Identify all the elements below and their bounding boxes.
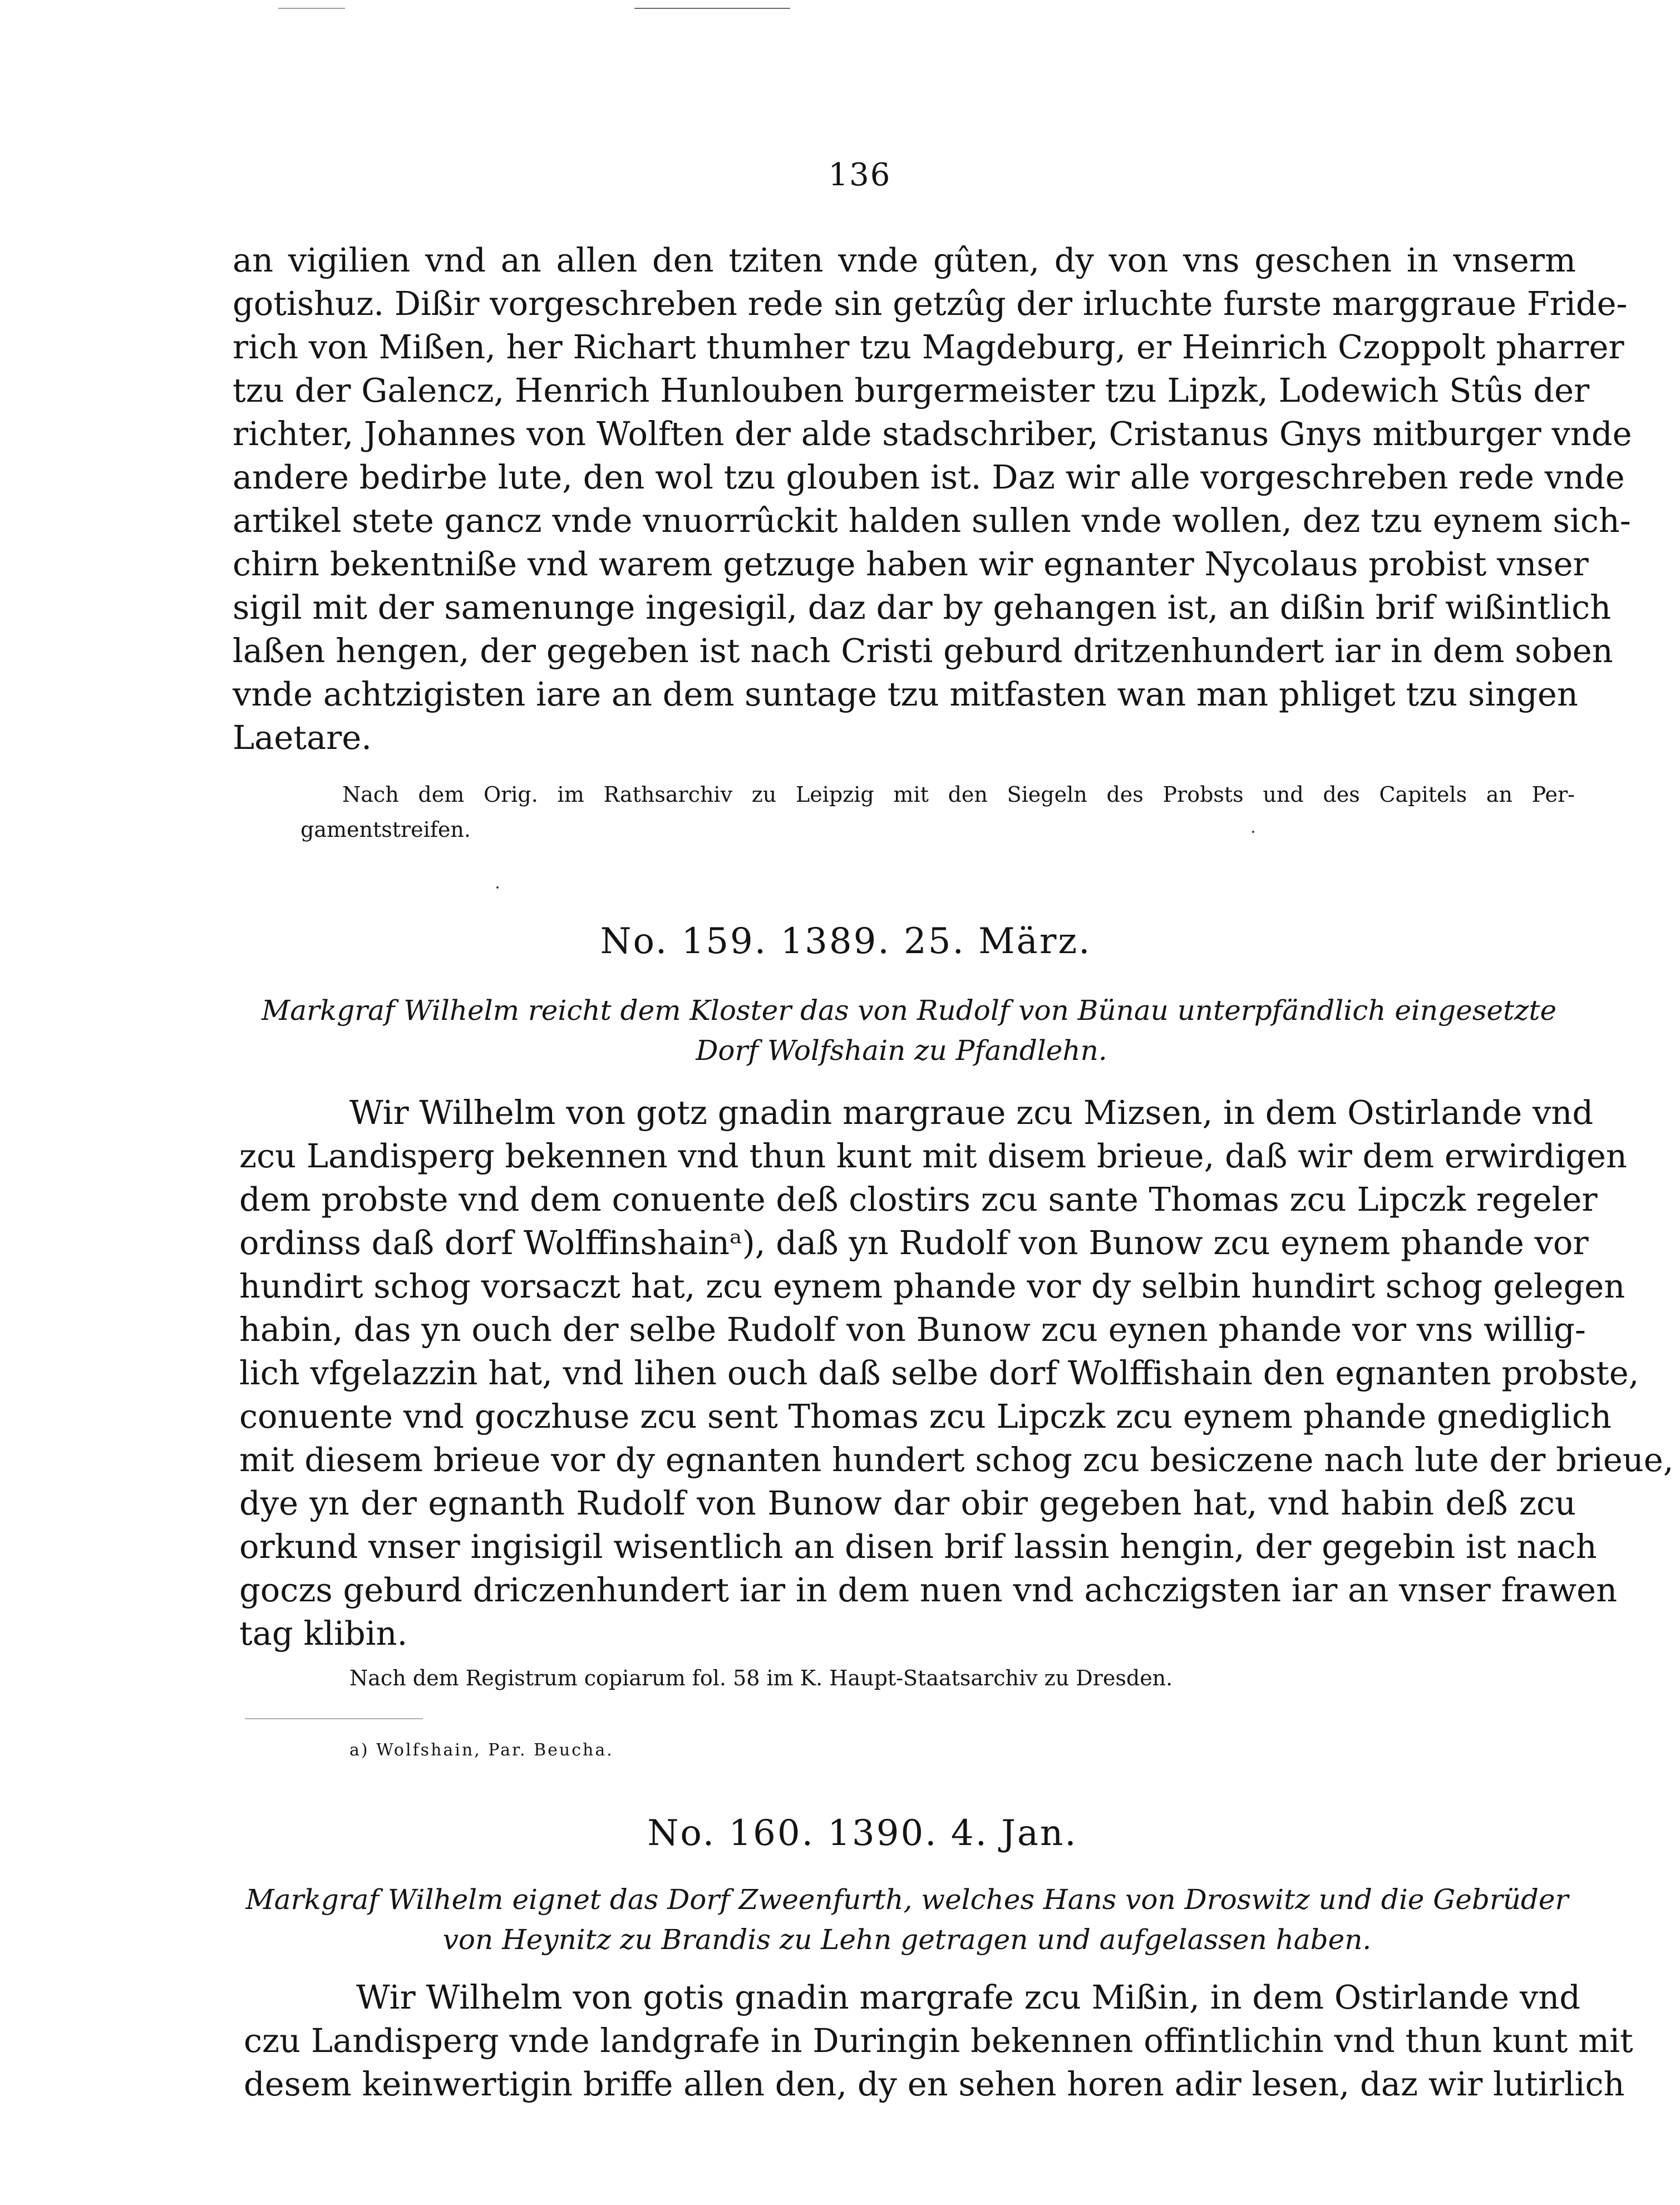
text-line: andere bedirbe lute, den wol tzu glouben ist. Daz wir alle vorgeschreben rede vnde <box>233 458 1625 496</box>
text-line: Laetare. <box>233 718 372 757</box>
document-summary: Markgraf Wilhelm eignet das Dorf Zweenfurth, welches Hans von Droswitz und die Gebrüder <box>245 1883 1569 1916</box>
text-line: gotishuz. Dißir vorgeschreben rede sin getzûg der irluchte furste marggraue Fride- <box>233 284 1628 323</box>
document-summary: Dorf Wolfshain zu Pfandlehn. <box>696 1034 1107 1067</box>
scan-speck <box>496 886 499 889</box>
source-note: gamentstreifen. <box>300 817 471 842</box>
text-line: mit diesem brieue vor dy egnanten hundert schog zcu besiczene nach lute der brieue, <box>239 1441 1674 1479</box>
text-line: ordinss daß dorf Wolffinshainᵃ), daß yn Rudolf von Bunow zcu eynem phande vor <box>239 1224 1589 1262</box>
source-note: Nach dem Registrum copiarum fol. 58 im K. Haupt-Staatsarchiv zu Dresden. <box>349 1666 1173 1690</box>
text-line: laßen hengen, der gegeben ist nach Cristi geburd dritzenhundert iar in dem soben <box>233 632 1613 670</box>
footnote-separator <box>245 1718 423 1719</box>
text-line: chirn bekentniße vnd warem getzuge haben wir egnanter Nycolaus probist vnser <box>233 545 1589 583</box>
source-note: Nach dem Orig. im Rathsarchiv zu Leipzig mit den Siegeln des Probsts und des Capitels an Per- <box>342 782 1575 807</box>
document-summary: von Heynitz zu Brandis zu Lehn getragen und aufgelassen haben. <box>442 1923 1372 1956</box>
text-line: rich von Mißen, her Richart thumher tzu Magdeburg, er Heinrich Czoppolt pharrer <box>233 328 1624 366</box>
text-line: goczs geburd driczenhundert iar in dem nuen vnd achczigsten iar an vnser frawen <box>239 1571 1618 1609</box>
text-line: hundirt schog vorsaczt hat, zcu eynem phande vor dy selbin hundirt schog gelegen <box>239 1267 1625 1305</box>
text-line: artikel stete gancz vnde vnuorrûckit halden sullen vnde wollen, dez tzu eynem sich- <box>233 501 1631 540</box>
scan-speck <box>1252 831 1254 833</box>
document-heading: No. 160. 1390. 4. Jan. <box>647 1813 1078 1854</box>
text-line: richter, Johannes von Wolften der alde stadschriber, Cristanus Gnys mitburger vnde <box>233 415 1632 453</box>
text-line: dye yn der egnanth Rudolf von Bunow dar obir gegeben hat, vnd habin deß zcu <box>239 1484 1576 1522</box>
text-line: dem probste vnd dem conuente deß clostirs zcu sante Thomas zcu Lipczk regeler <box>239 1180 1598 1219</box>
text-line: Wir Wilhelm von gotis gnadin margrafe zcu Mißin, in dem Ostirlande vnd <box>356 1978 1580 2016</box>
text-line: desem keinwertigin briffe allen den, dy en sehen horen adir lesen, daz wir lutirlich <box>244 2065 1625 2103</box>
text-line: conuente vnd goczhuse zcu sent Thomas zcu Lipczk zcu eynem phande gnediglich <box>239 1397 1612 1436</box>
text-line: vnde achtzigisten iare an dem suntage tzu mitfasten wan man phliget tzu singen <box>233 675 1578 713</box>
document-heading: No. 159. 1389. 25. März. <box>600 921 1092 962</box>
text-line: habin, das yn ouch der selbe Rudolf von Bunow zcu eynen phande vor vns willig- <box>239 1310 1586 1349</box>
text-line: czu Landisperg vnde landgrafe in Duringin bekennen offintlichin vnd thun kunt mit <box>244 2021 1633 2060</box>
text-line: lich vfgelazzin hat, vnd lihen ouch daß selbe dorf Wolffishain den egnanten probste, <box>239 1354 1639 1392</box>
scan-artifact-line <box>634 8 790 9</box>
text-line: orkund vnser ingisigil wisentlich an disen brif lassin hengin, der gegebin ist nach <box>239 1527 1597 1566</box>
scan-artifact-line <box>278 8 345 9</box>
text-line: zcu Landisperg bekennen vnd thun kunt mit disem brieue, daß wir dem erwirdigen <box>239 1137 1627 1175</box>
page-number: 136 <box>828 157 891 193</box>
text-line: sigil mit der samenunge ingesigil, daz dar by gehangen ist, an dißin brif wißintlich <box>233 588 1612 627</box>
footnote: a) Wolfshain, Par. Beucha. <box>349 1740 614 1760</box>
text-line: tzu der Galencz, Henrich Hunlouben burgermeister tzu Lipzk, Lodewich Stûs der <box>233 371 1590 410</box>
text-line: tag klibin. <box>239 1614 408 1652</box>
document-summary: Markgraf Wilhelm reicht dem Kloster das von Rudolf von Bünau unterpfändlich eingesetzte <box>262 994 1557 1027</box>
text-line: Wir Wilhelm von gotz gnadin margraue zcu Mizsen, in dem Ostirlande vnd <box>349 1093 1594 1132</box>
text-line: an vigilien vnd an allen den tziten vnde gûten, dy von vns geschen in vnserm <box>233 241 1576 279</box>
